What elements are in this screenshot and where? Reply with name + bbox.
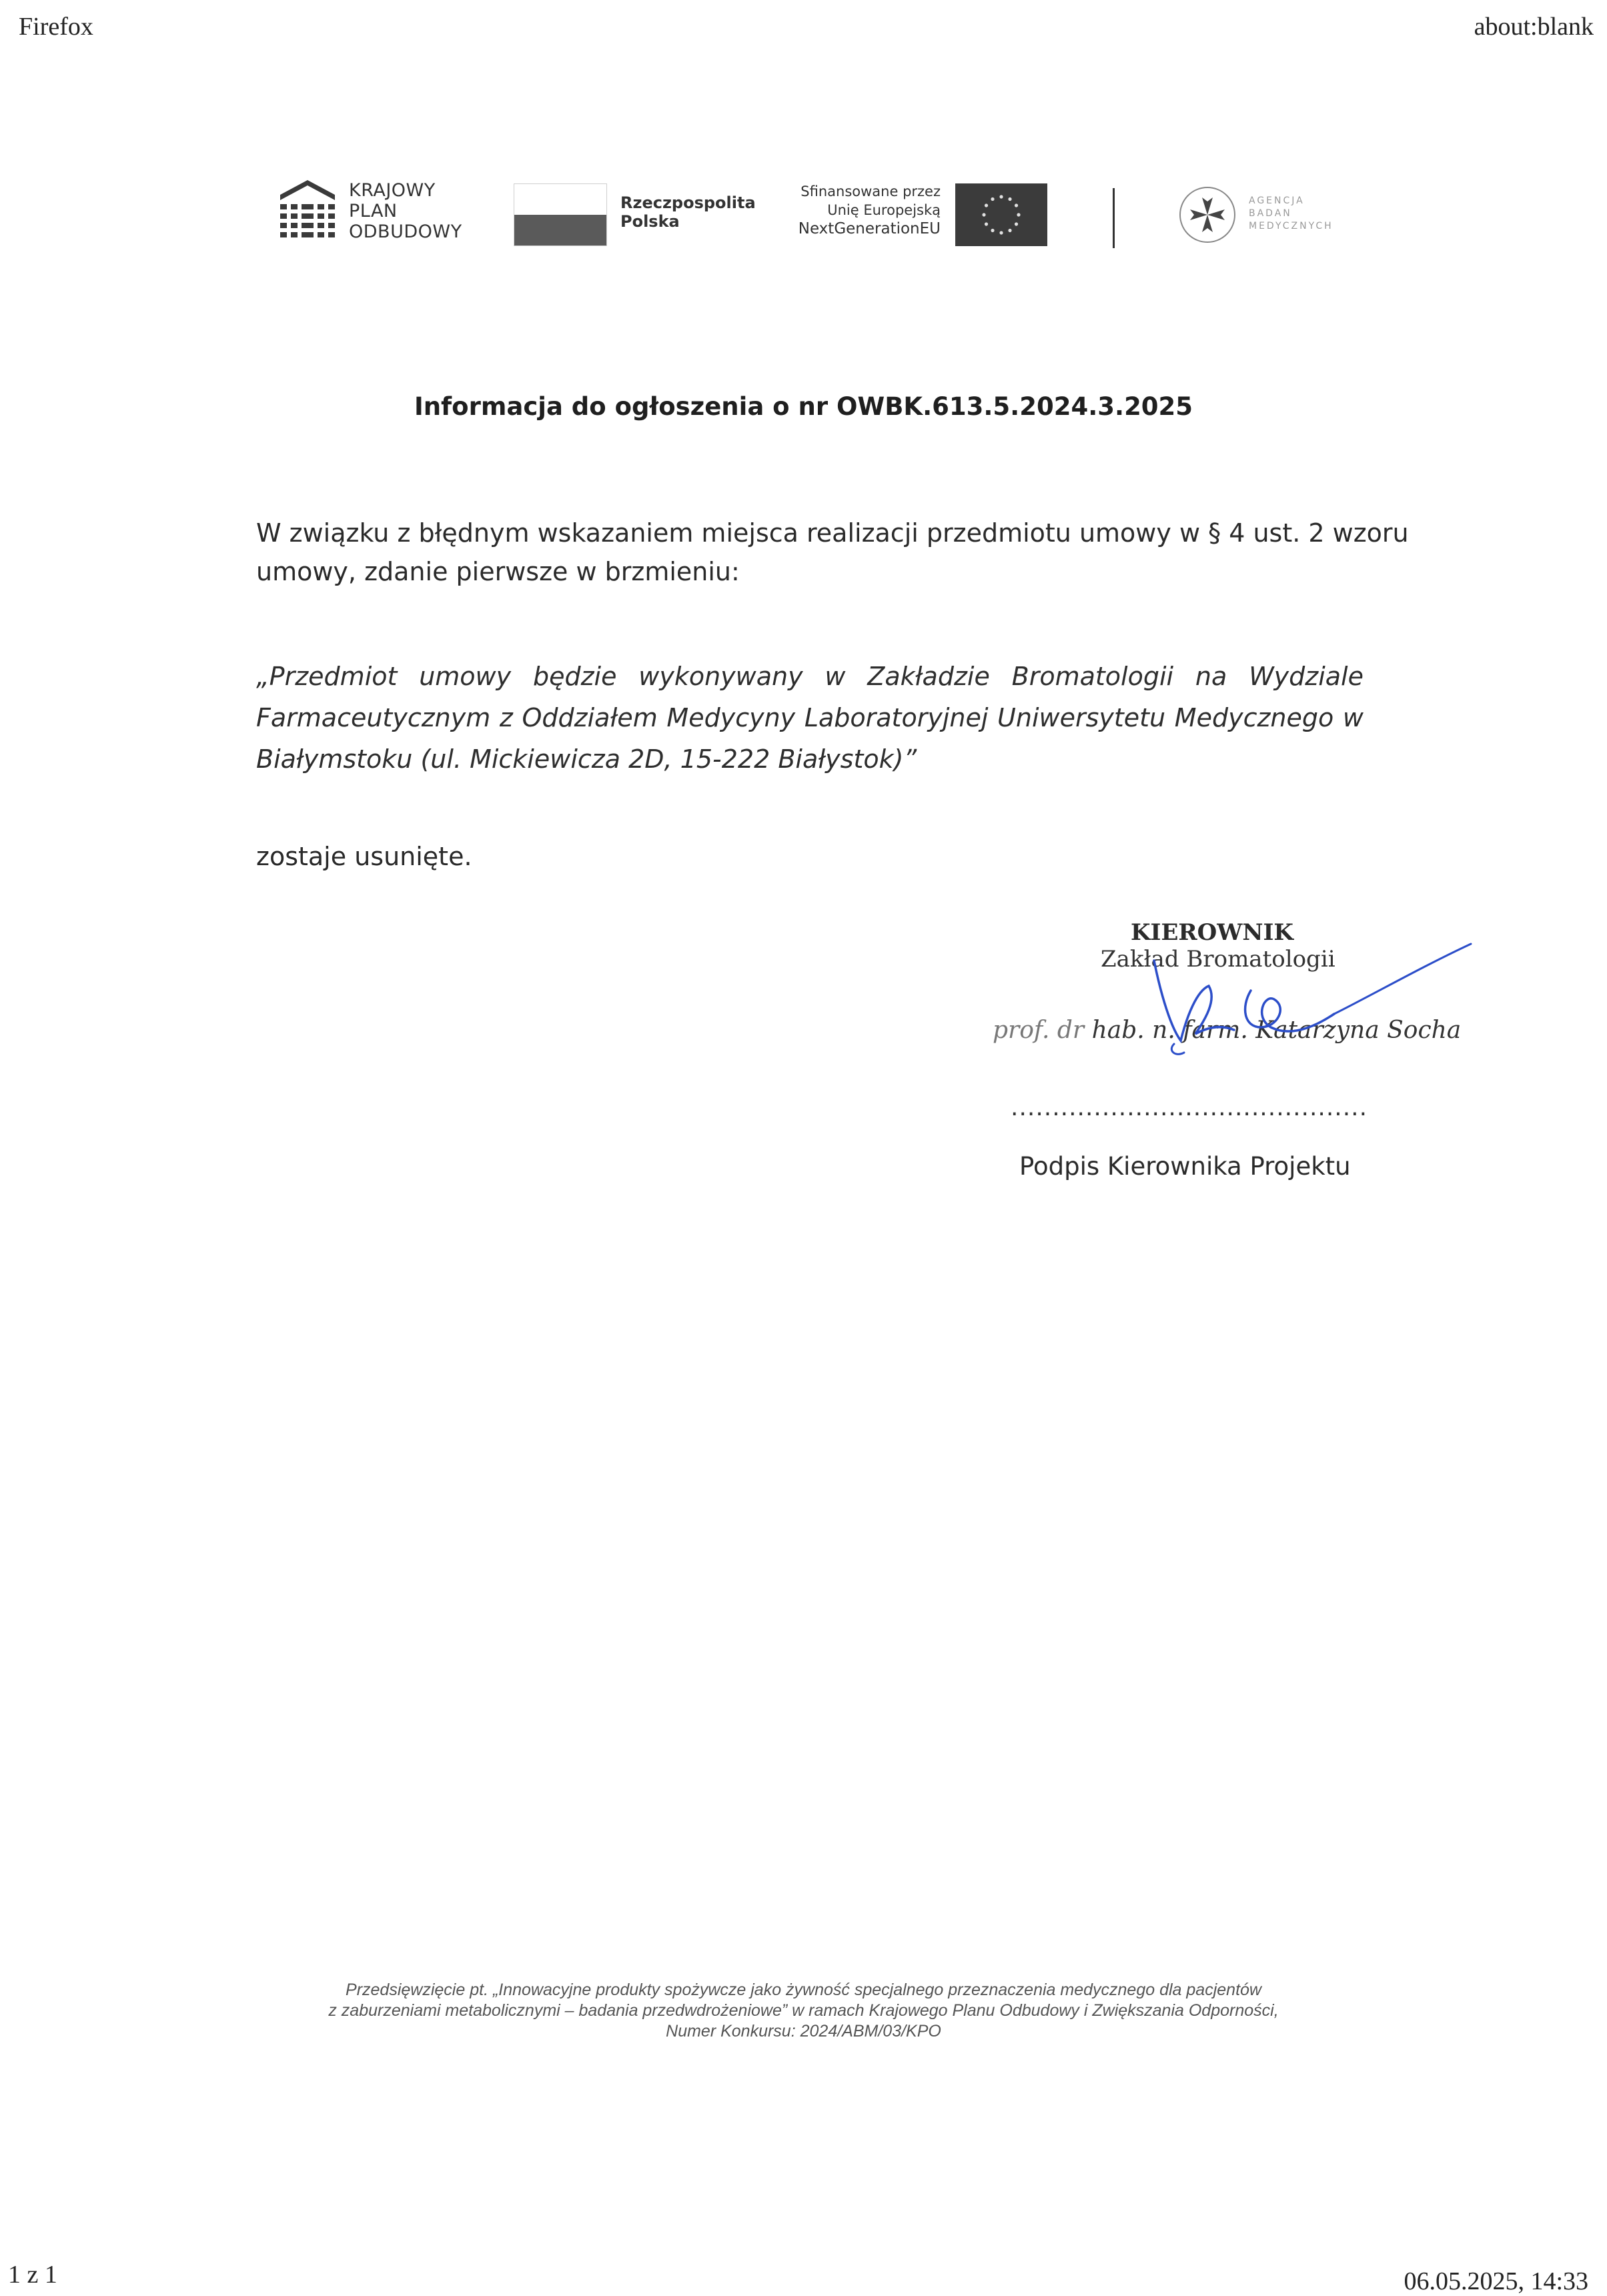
rp-line2: Polska — [620, 212, 680, 231]
poland-flag-icon — [514, 183, 607, 246]
eu-line2: Unię Europejską — [827, 202, 941, 218]
eu-line3: NextGenerationEU — [798, 220, 941, 237]
print-timestamp: 06.05.2025, 14:33 — [1404, 2267, 1588, 2295]
kpo-logo-text — [349, 180, 462, 242]
signature-caption: Podpis Kierownika Projektu — [1019, 1152, 1351, 1181]
intro-paragraph — [256, 514, 1504, 591]
stamp-unit: Zakład Bromatologii — [1101, 946, 1335, 973]
document-title: Informacja do ogłoszenia o nr OWBK.613.5.2024.3.2025 — [414, 392, 1193, 421]
stamp-title: KIEROWNIK — [1131, 919, 1293, 946]
abm-line3: MEDYCZNYCH — [1249, 221, 1333, 231]
intro-line2: umowy, zdanie pierwsze w brzmieniu: — [256, 557, 740, 586]
quoted-sentence: „Przedmiot umowy będzie wykonywany w Zakładzie Bromatologii na Wydziale Farmaceutycznym z Oddziałem Medycyny Laboratoryjnej Uniwersytetu Medycznego w Białymstoku (ul. Mickiewicza 2D, 15-222 Białystok)” — [256, 662, 1364, 774]
rp-logo-text — [620, 193, 756, 231]
kpo-line1: KRAJOWY — [349, 180, 436, 201]
removed-statement: zostaje usunięte. — [256, 842, 472, 871]
handwritten-signature — [1134, 927, 1481, 1061]
abm-line2: BADAN — [1249, 208, 1292, 219]
kpo-line2: PLAN — [349, 201, 398, 221]
logo-strip — [0, 0, 1607, 267]
page-counter: 1 z 1 — [8, 2261, 57, 2289]
project-footer-note — [0, 1980, 1607, 2042]
rp-line1: Rzeczpospolita — [620, 193, 756, 212]
logo-divider — [1113, 188, 1115, 248]
eu-line1: Sfinansowane przez — [800, 183, 941, 199]
signature-dotted-line: ........................................... — [1011, 1094, 1368, 1121]
eu-funding-text — [760, 182, 941, 238]
footer-line3: Numer Konkursu: 2024/ABM/03/KPO — [666, 2022, 941, 2041]
eu-flag-icon — [955, 183, 1047, 246]
abm-logo-icon — [1178, 185, 1237, 244]
footer-line1: Przedsięwzięcie pt. „Innowacyjne produkty spożywcze jako żywność specjalnego przeznaczenia medycznego dla pacjentów — [346, 1980, 1261, 1999]
intro-line1: W związku z błędnym wskazaniem miejsca realizacji przedmiotu umowy w § 4 ust. 2 wzoru — [256, 518, 1409, 548]
abm-logo-text — [1249, 195, 1333, 233]
abm-line1: AGENCJA — [1249, 195, 1305, 206]
browser-app-name: Firefox — [19, 13, 93, 41]
kpo-logo-icon — [280, 180, 335, 241]
stamp-name-main: hab. n. farm. Katarzyna Socha — [1091, 1017, 1462, 1044]
stamp-name-prefix: prof. dr — [993, 1017, 1085, 1044]
footer-line2: z zaburzeniami metabolicznymi – badania przedwdrożeniowe” w ramach Krajowego Planu Odbudowy i Zwiększania Odporności, — [328, 2001, 1279, 2020]
browser-url: about:blank — [1474, 13, 1594, 41]
kpo-line3: ODBUDOWY — [349, 221, 462, 242]
